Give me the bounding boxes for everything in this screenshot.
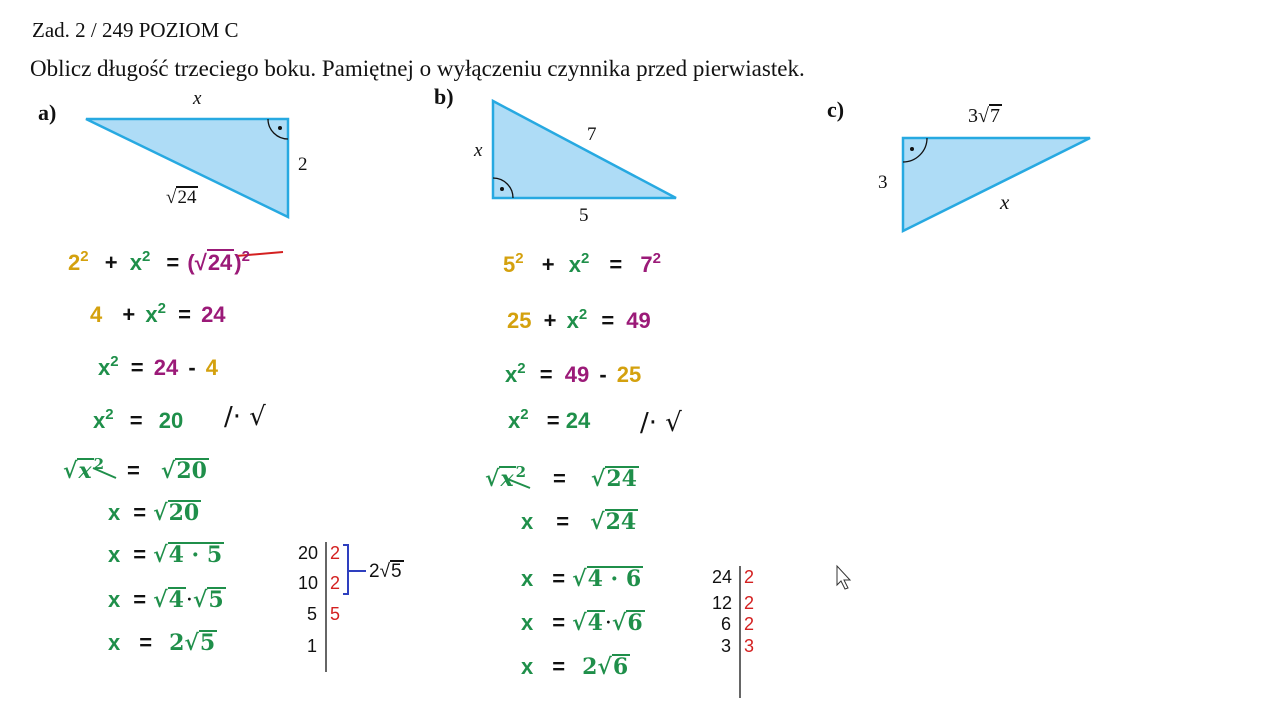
factor-a-divider <box>325 542 327 672</box>
mouse-cursor-icon <box>837 566 850 589</box>
label-a-hyp: √24 <box>166 187 197 208</box>
solution-b-line4: $x^2 = 24$ <box>508 406 591 433</box>
label-b-bottom: 5 <box>579 205 589 226</box>
triangle-c <box>903 138 1090 231</box>
solution-a-line1: $2^2 + x^2 = (√24)^2$ <box>68 248 250 275</box>
solution-b-line7: x = √4 · 6 <box>521 566 642 592</box>
factor-b-n1: 12 <box>712 593 733 613</box>
instruction-text: Oblicz długość trzeciego boku. Pamiętnej o wyłączeniu czynnika przed pierwiastek. <box>30 56 805 81</box>
solution-b-line8: x = √4·√6 <box>521 610 643 636</box>
solution-b-line1: $5^2 + x^2 = 7^2$ <box>503 250 661 277</box>
label-b-left: x <box>474 140 483 161</box>
solution-b-line6: x = √24 <box>521 509 637 535</box>
solution-a-line6: x = √20 <box>108 500 200 526</box>
solution-b-operation: /· √ <box>640 408 682 438</box>
factor-a-n1: 10 <box>298 573 319 593</box>
solution-b-line5: √x $^2$ = √24 <box>485 463 637 492</box>
factor-b-f1: 2 <box>744 593 755 613</box>
figure-label-c: c) <box>827 97 845 122</box>
solution-b-line3: $x^2 = 49 - 25$ <box>505 360 642 387</box>
factor-b-n3: 3 <box>721 636 732 656</box>
solution-a-operation: /· √ <box>224 402 266 432</box>
solution-a-line3: $x^2 = 24 - 4$ <box>98 353 219 380</box>
factor-b-divider <box>739 566 741 698</box>
label-c-hyp: x <box>1000 190 1010 214</box>
solution-a-line8: x = √4·√5 <box>108 587 224 613</box>
factor-b-f3: 3 <box>744 636 755 656</box>
factor-a-n0: 20 <box>298 543 319 563</box>
factor-b-n2: 6 <box>721 614 732 634</box>
factor-a-n3: 1 <box>307 636 318 656</box>
task-number: Zad. 2 / 249 POZIOM C <box>32 18 239 42</box>
factor-a-f1: 2 <box>330 573 341 593</box>
factor-a-n2: 5 <box>307 604 318 624</box>
figure-label-a: a) <box>38 100 57 125</box>
label-c-left: 3 <box>878 172 888 193</box>
triangle-b <box>493 101 676 198</box>
factor-b-f2: 2 <box>744 614 755 634</box>
solution-a-line9: x = 2√5 <box>108 630 216 656</box>
label-c-top: 3√7 <box>968 105 1000 127</box>
factor-a-result: 2√5 <box>369 561 402 582</box>
solution-b-line2: $25 + x^2 = 49$ <box>507 306 651 333</box>
solution-a-line4: $x^2 = 20$ <box>93 406 184 433</box>
factor-a-f2: 5 <box>330 604 341 624</box>
factor-a-f0: 2 <box>330 543 341 563</box>
solution-a-line7: x = √4 · 5 <box>108 542 223 568</box>
factor-b-f0: 2 <box>744 567 755 587</box>
solution-b-line9: x = 2√6 <box>521 654 629 680</box>
label-a-right: 2 <box>298 154 308 175</box>
figure-label-b: b) <box>434 84 454 109</box>
label-a-top: x <box>193 88 202 109</box>
factor-b-n0: 24 <box>712 567 733 587</box>
solution-a-line2: $4 + x^2 = 24$ <box>90 300 226 327</box>
solution-a-line5: √x $^2$ = √20 <box>63 455 207 484</box>
label-b-hyp: 7 <box>587 124 597 145</box>
